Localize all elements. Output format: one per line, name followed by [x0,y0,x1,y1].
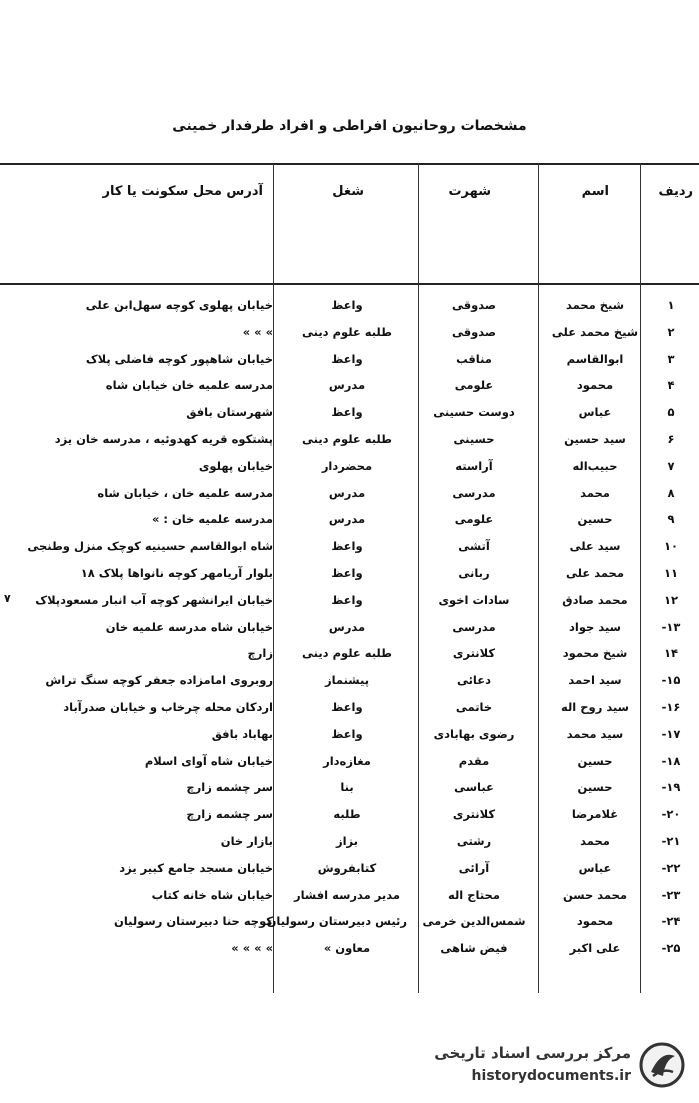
row-address: » » » » [231,941,273,956]
row-index: ۱۴ [663,646,679,661]
row-address: خیابان شاهپور کوچه فاضلی پلاک [85,351,273,366]
row-index: ۱۳- [661,619,681,634]
row-name: محمد [580,485,610,500]
table-row [0,801,699,828]
row-address: خیابان شاه مدرسه علمیه خان [105,619,273,634]
row-job: واعظ [331,592,363,607]
row-address: مدرسه علمیه خان خیابان شاه [105,378,273,393]
row-job: واعظ [331,699,363,714]
row-job: مغازه‌دار [323,753,371,768]
table-row [0,614,699,641]
row-job: واعظ [331,539,363,554]
row-index: ۸ [667,485,675,500]
row-index: ۱۵- [661,673,681,688]
archive-logo-icon [639,1042,685,1088]
row-family: رضوی بهابادی [433,726,515,741]
table-row [0,533,699,560]
row-address: اردکان محله چرخاب و خیابان صدرآباد [63,699,273,714]
row-name: سید روح اله [561,699,629,714]
table-row [0,560,699,587]
row-job: طلبه علوم دینی [302,324,392,339]
row-job: پیشنماز [324,673,370,688]
row-name: حسین [577,780,613,795]
row-job: مدرس [328,512,366,527]
table-row [0,587,699,614]
row-job: بزاز [335,833,359,848]
row-job: مدرس [328,485,366,500]
row-family: ربانی [458,565,490,580]
row-name: محمد علی [566,565,624,580]
header-job: شغل [332,184,364,199]
row-index: ۱۲ [663,592,679,607]
row-name: محمود [576,378,614,393]
row-family: علومی [454,512,494,527]
row-family: دوست حسینی [433,405,515,420]
row-family: صدوقی [451,324,497,339]
row-name: حسین [577,753,613,768]
table-row [0,935,699,962]
row-index: ۷ [667,458,675,473]
table-row [0,855,699,882]
row-address: خیابان شاه آوای اسلام [144,753,273,768]
table-row [0,319,699,346]
row-index: ۹ [667,512,675,527]
row-name: غلامرضا [571,807,619,822]
row-address: خیابان ایرانشهر کوچه آب انبار مسعودپلاک [35,592,273,607]
row-family: علومی [454,378,494,393]
row-address: شاه ابوالقاسم حسینیه کوچک منزل وطنجی [27,539,273,554]
row-name: سید حسین [564,431,626,446]
table-row [0,426,699,453]
row-index: ۴ [667,378,675,393]
row-index: ۱۹- [661,780,681,795]
table-row [0,774,699,801]
row-family: مناقب [456,351,492,366]
row-address: پشتکوه قریه کهدوئیه ، مدرسه خان یزد [54,431,273,446]
row-index: ۵ [667,405,675,420]
table-row [0,721,699,748]
side-mark: ۷ [4,592,11,605]
row-index: ۶ [667,431,675,446]
row-job: رئیس دبیرستان رسولیان [266,914,407,929]
row-name: حسین [577,512,613,527]
row-family: آراسته [455,458,493,473]
table-row [0,828,699,855]
row-job: مدرس [328,378,366,393]
row-job: محضردار [321,458,373,473]
row-name: حبیب‌اله [572,458,618,473]
row-name: محمود [576,914,614,929]
row-name: سید علی [569,539,621,554]
table-row [0,292,699,319]
table-row [0,908,699,935]
row-family: مدرسی [452,619,496,634]
table-row [0,748,699,775]
header-family: شهرت [448,184,491,199]
row-address: مدرسه علمیه خان ، خیابان شاه [97,485,273,500]
row-index: ۱۱ [663,565,679,580]
row-address: کوچه حنا دبیرستان رسولیان [114,914,273,929]
table-row [0,453,699,480]
page-title: مشخصات روحانیون افراطی و افراد طرفدار خمینی [172,118,527,134]
row-job: کتابفروش [317,860,377,875]
row-job: واعظ [331,405,363,420]
row-index: ۲۲- [661,860,681,875]
table-row [0,346,699,373]
row-index: ۱۰ [663,539,679,554]
row-family: کلانتری [452,807,496,822]
row-address: بازار خان [220,833,273,848]
table-row [0,506,699,533]
row-name: محمد حسن [562,887,628,902]
row-name: شیخ محمود [562,646,628,661]
row-family: دعائی [456,673,492,688]
row-address: سر چشمه زارچ [186,780,273,795]
table-top-rule [0,163,699,165]
row-index: ۲۰- [661,807,681,822]
row-job: واعظ [331,565,363,580]
row-name: شیخ محمد علی [551,324,639,339]
row-index: ۱۷- [661,726,681,741]
row-name: سید جواد [569,619,621,634]
row-address: » » » [242,324,273,339]
header-address: آدرس محل سکونت یا کار [102,184,263,199]
row-family: محتاج اله [448,887,500,902]
row-family: فیض شاهی [440,941,508,956]
row-address: خیابان پهلوی کوچه سهل‌ابن علی [85,298,273,312]
row-address: سر چشمه زارچ [186,807,273,822]
row-job: مدرس [328,619,366,634]
watermark [385,1040,685,1092]
table-row [0,667,699,694]
row-name: سید احمد [568,673,622,688]
watermark-org: مرکز بررسی اسناد تاریخی [434,1044,631,1062]
row-name: ابوالقاسم [566,351,624,366]
row-index: ۲۴- [661,914,681,929]
table-row [0,480,699,507]
table-body [0,292,699,962]
row-address: روبروی امامزاده جعفر کوچه سنگ تراش [45,673,273,688]
row-index: ۲ [667,324,675,339]
table-row [0,882,699,909]
row-family: سادات اخوی [438,592,510,607]
table-row [0,399,699,426]
row-name: شیخ محمد [565,298,625,312]
row-address: بلوار آریامهر کوچه نانواها پلاک ۱۸ [80,565,273,580]
row-name: علی اکبر [569,941,621,956]
row-address: بهاباد بافق [211,726,273,741]
row-job: واعظ [331,726,363,741]
row-index: ۱۸- [661,753,681,768]
table-row [0,372,699,399]
row-family: مقدم [458,753,490,768]
row-job: بنا [340,780,354,795]
header-index: ردیف [658,184,693,199]
row-family: حسینی [453,431,495,446]
table-row [0,694,699,721]
table-header-rule [0,283,699,285]
row-index: ۲۵- [661,941,681,956]
row-family: کلانتری [452,646,496,661]
table-row [0,640,699,667]
row-address: خیابان پهلوی [198,458,273,473]
row-family: آتشی [458,539,490,554]
row-job: واعظ [331,298,363,312]
watermark-url: historydocuments.ir [471,1068,631,1084]
row-index: ۲۱- [661,833,681,848]
row-address: مدرسه علمیه خان : » [151,512,273,527]
row-address: زارچ [247,646,273,661]
row-job: معاون » [323,941,371,956]
row-name: سید محمد [566,726,624,741]
row-name: عباس [578,405,612,420]
row-name: محمد صادق [562,592,628,607]
row-address: خیابان مسجد جامع کبیر یزد [119,860,273,875]
row-job: طلبه [333,807,361,822]
row-family: صدوقی [451,298,497,312]
row-family: مدرسی [452,485,496,500]
row-family: شمس‌الدین خرمی [422,914,526,929]
row-job: طلبه علوم دینی [302,646,392,661]
header-name: اسم [581,184,609,199]
row-index: ۱۶- [661,699,681,714]
row-index: ۳ [667,351,675,366]
row-family: آرائی [458,860,490,875]
row-name: محمد [580,833,610,848]
row-job: واعظ [331,351,363,366]
row-index: ۱ [667,298,675,312]
row-family: رشتی [456,833,492,848]
row-address: شهرستان بافق [186,405,273,420]
row-family: عباسی [454,780,494,795]
row-address: خیابان شاه خانه کتاب [151,887,273,902]
row-name: عباس [578,860,612,875]
row-family: خاتمی [455,699,493,714]
row-job: مدیر مدرسه افشار [293,887,401,902]
row-index: ۲۳- [661,887,681,902]
row-job: طلبه علوم دینی [302,431,392,446]
